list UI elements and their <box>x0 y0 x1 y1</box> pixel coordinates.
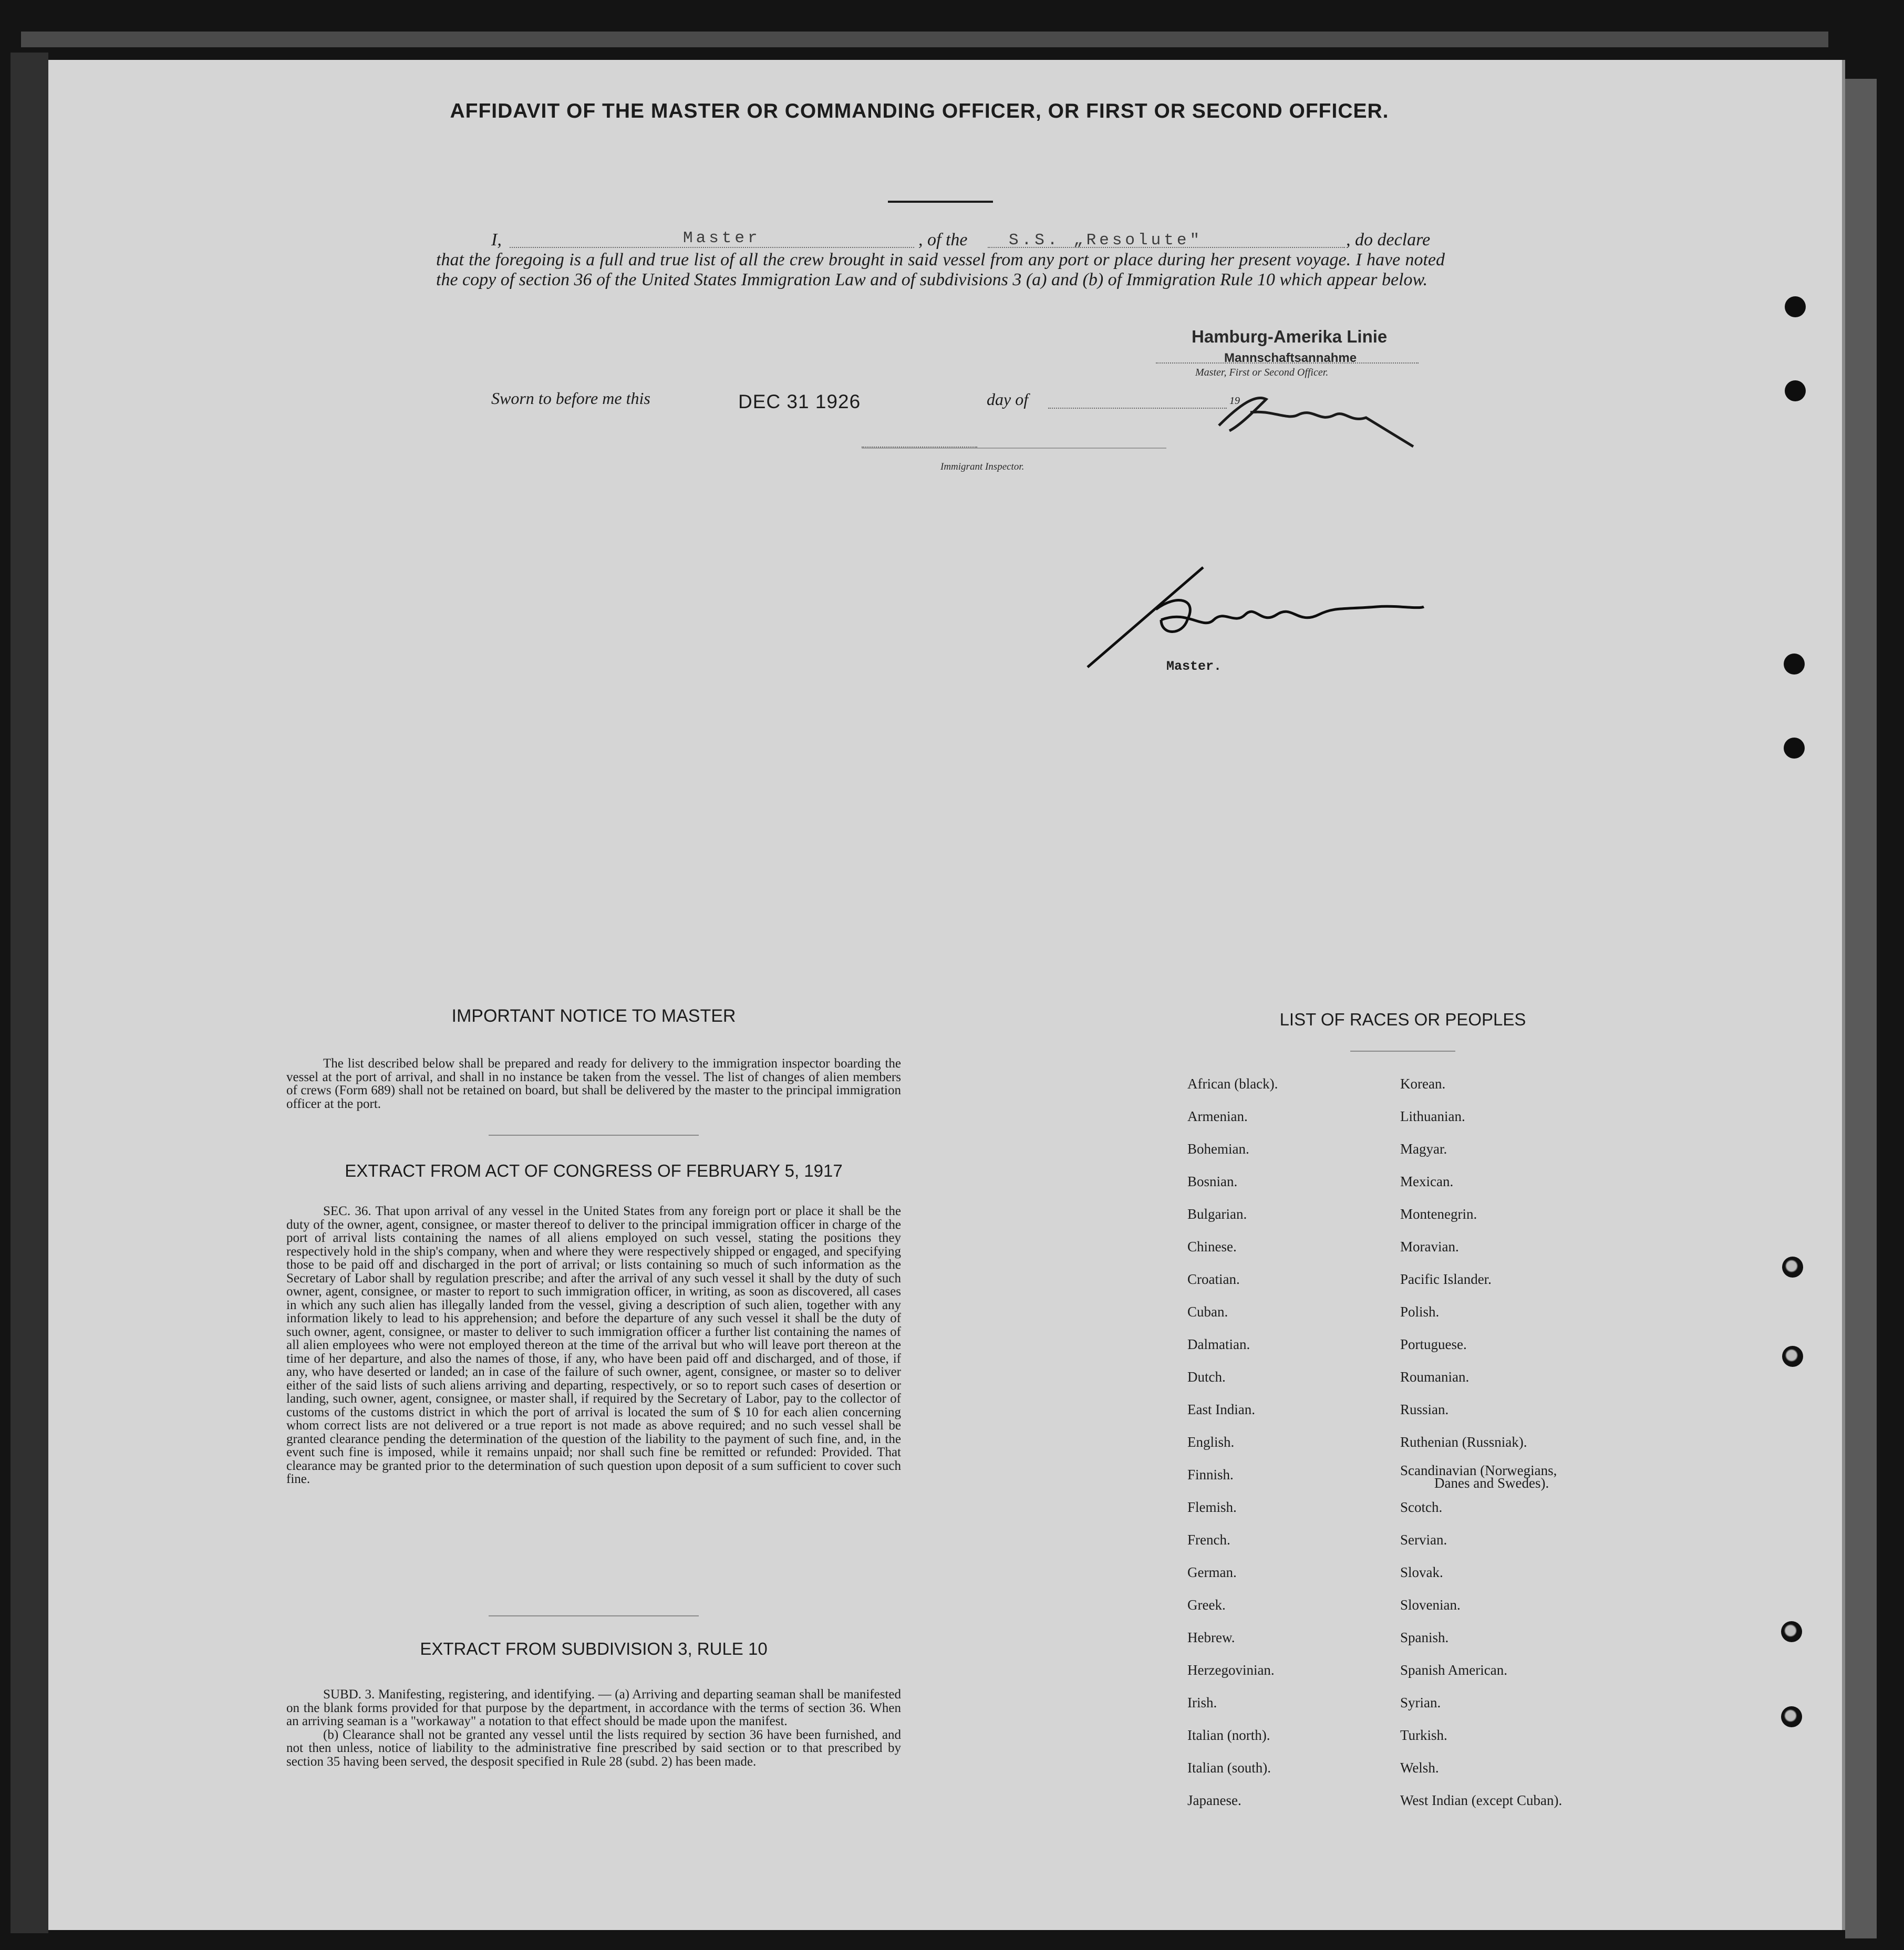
race-item: Polish. <box>1400 1304 1440 1320</box>
company-stamp-line2: Mannschaftsannahme <box>1224 351 1357 365</box>
inspector-caption: Immigrant Inspector. <box>940 461 1025 472</box>
inspector-sign-line <box>862 448 1166 449</box>
race-item: Turkish. <box>1400 1727 1447 1743</box>
officer-signature <box>1208 373 1429 452</box>
race-item: Italian (south). <box>1187 1760 1271 1776</box>
master-signature <box>1082 557 1429 678</box>
race-item: Welsh. <box>1400 1760 1439 1776</box>
race-item: East Indian. <box>1187 1402 1255 1417</box>
race-item: Moravian. <box>1400 1239 1459 1254</box>
race-item: Spanish American. <box>1400 1662 1507 1678</box>
congress-paragraph: SEC. 36. That upon arrival of any vessel in the United States from any foreign port or place it shall be the duty of the owner, agent, consignee, or master thereof to deliver to the principal immigration officer in charge of the port of arrival lists containing the names of all aliens employed on such vessel, stating the positions they respectively hold in the ship's company, when and where they were respectively shipped or engaged, and specifying those to be paid off and discharged in the port of arrival; or lists containing so much of such information as the Secretary of Labor shall by regulation prescribe; and after the arrival of any such vessel it shall by the duty of such owner, agent, consignee, or master to report to such immigration officer, in writing, as soon as discovered, all cases in which any such alien has illegally landed from the vessel, giving a description of such alien, together with any information likely to lead to his apprehension; and before the departure of any such vessel it shall be the duty of such owner, agent, consignee, or master to deliver to such immigration officer a further list containing the names of all alien employees who were not employed thereon at the time of the arrival but who will leave port thereon at the time of her departure, and also the names of those, if any, who have been paid off and discharged, and of those, if any, who have deserted or landed; an in case of the failure of such owner, agent, consignee, or master so to deliver either of the said lists of such aliens arriving and departing, respectively, or so to report such cases of desertion or landing, such owner, agent, consignee, or master shall, if required by the Secretary of Labor, pay to the collector of customs of the customs district in which the port of arrival is located the sum of $ 10 for each alien concerning whom correct lists are not delivered or a true report is not made as above required; and no such vessel shall be granted clearance pending the determination of the question of the liability to the payment of such fine, and, in the event such fine is imposed, while it remains unpaid; nor shall such fine be remitted or refunded: Provided. That clearance may be granted prior to the determination of such question upon deposit of a sum sufficient to cover such fine. <box>286 1204 901 1486</box>
race-item: Slovak. <box>1400 1564 1443 1580</box>
notice-title: IMPORTANT NOTICE TO MASTER <box>451 1006 736 1026</box>
binder-hole <box>1785 380 1806 401</box>
races-right-column <box>1400 1067 1562 1817</box>
race-item: Montenegrin. <box>1400 1206 1477 1222</box>
notice-paragraph: The list described below shall be prepared and ready for delivery to the immigration inspector boarding the vessel at the port of arrival, and shall in no instance be taken from the vessel. The list of changes of alien members of crews (Form 689) shall not be retained on board, but shall be delivered by the master to the principal immigration officer at the port. <box>286 1056 901 1111</box>
officer-dotline <box>1156 362 1419 364</box>
paper-edge-right <box>1845 79 1877 1938</box>
race-item: Scotch. <box>1400 1499 1443 1515</box>
binder-hole <box>1781 1621 1802 1642</box>
race-item: Croatian. <box>1187 1271 1240 1287</box>
affidavit-ship-name: S.S. „Resolute" <box>1009 231 1203 250</box>
title-underline <box>888 201 993 203</box>
race-item: Bulgarian. <box>1187 1206 1247 1222</box>
affidavit-line1-suffix: , do declare <box>1346 230 1431 250</box>
rule10-paragraph-b: (b) Clearance shall not be granted any vessel until the lists required by section 36 have been furnished, and not then unless, notice of liability to the administrative fine prescribed by said section or to that prescribed by section 35 having been served, the desposit specified in Rule 28 (subd. 2) has been made. <box>286 1727 901 1769</box>
race-item: Italian (north). <box>1187 1727 1270 1743</box>
sworn-day-label: day of <box>987 390 1029 409</box>
races-divider <box>1350 1051 1455 1052</box>
officer-caption: Master, First or Second Officer. <box>1195 367 1329 378</box>
race-item: German. <box>1187 1564 1237 1580</box>
affidavit-line1-mid: , of the <box>918 230 968 250</box>
race-item: African (black). <box>1187 1076 1278 1092</box>
race-item-continuation: Danes and Swedes). <box>1434 1475 1549 1491</box>
sworn-date-stamp: DEC 31 1926 <box>738 391 861 412</box>
congress-divider <box>489 1615 699 1616</box>
race-item: Cuban. <box>1187 1304 1228 1320</box>
race-item: Bohemian. <box>1187 1141 1249 1157</box>
race-item: Slovenian. <box>1400 1597 1461 1613</box>
race-item: Portuguese. <box>1400 1336 1467 1352</box>
race-item: Finnish. <box>1187 1467 1234 1482</box>
rule10-text <box>286 1688 901 1768</box>
affidavit-master-name: Master <box>683 229 761 247</box>
master-caption: Master. <box>1166 659 1222 674</box>
race-item: Chinese. <box>1187 1239 1237 1254</box>
affidavit-body: that the foregoing is a full and true list of all the crew brought in said vessel from any port or place during her present voyage. I have noted the copy of section 36 of the United States Immigration Law and of subdivisions 3 (a) and (b) of Immigration Rule 10 which appear below. <box>436 250 1445 289</box>
race-item: Syrian. <box>1400 1695 1441 1710</box>
sworn-year: 19 <box>1229 395 1240 407</box>
race-item: Roumanian. <box>1400 1369 1470 1385</box>
race-item: Armenian. <box>1187 1108 1248 1124</box>
race-item: Irish. <box>1187 1695 1217 1710</box>
paper-edge-top <box>21 32 1828 47</box>
race-item: Russian. <box>1400 1402 1449 1417</box>
race-item: Spanish. <box>1400 1630 1449 1645</box>
binder-hole <box>1784 654 1805 675</box>
race-item: Lithuanian. <box>1400 1108 1465 1124</box>
notice-text <box>286 1057 901 1111</box>
race-item: Hebrew. <box>1187 1630 1235 1645</box>
race-item: Dalmatian. <box>1187 1336 1250 1352</box>
race-item: Servian. <box>1400 1532 1447 1548</box>
race-item: French. <box>1187 1532 1230 1548</box>
race-item: West Indian (except Cuban). <box>1400 1792 1562 1808</box>
race-item: Dutch. <box>1187 1369 1226 1385</box>
binder-hole <box>1784 738 1805 759</box>
race-item: Pacific Islander. <box>1400 1271 1492 1287</box>
rule10-paragraph-a: SUBD. 3. Manifesting, registering, and identifying. — (a) Arriving and departing seaman shall be manifested on the blank forms provided for that purpose by the department, in accordance with the terms of section 36. When an arriving seaman is a "workaway" a notation to that effect should be made upon the manifest. <box>286 1687 901 1728</box>
race-item: Scandinavian (Norwegians, <box>1400 1462 1557 1478</box>
paper-edge-left <box>11 53 48 1933</box>
race-item: Mexican. <box>1400 1174 1454 1189</box>
race-item: Korean. <box>1400 1076 1446 1092</box>
company-stamp-line1: Hamburg-Amerika Linie <box>1192 327 1388 346</box>
race-item: Ruthenian (Russniak). <box>1400 1434 1527 1450</box>
rule10-title: EXTRACT FROM SUBDIVISION 3, RULE 10 <box>420 1639 768 1658</box>
affidavit-line1-prefix: I, <box>491 230 502 250</box>
affidavit-title: AFFIDAVIT OF THE MASTER OR COMMANDING OFFICER, OR FIRST OR SECOND OFFICER. <box>450 100 1389 122</box>
binder-hole <box>1782 1346 1803 1367</box>
notice-divider <box>489 1135 699 1136</box>
sworn-label: Sworn to before me this <box>491 389 650 408</box>
race-item: Japanese. <box>1187 1792 1241 1808</box>
binder-hole <box>1782 1257 1803 1278</box>
congress-text <box>286 1205 901 1486</box>
race-item: English. <box>1187 1434 1235 1450</box>
binder-hole <box>1781 1706 1802 1727</box>
congress-title: EXTRACT FROM ACT OF CONGRESS OF FEBRUARY 5, 1917 <box>345 1161 843 1180</box>
race-item: Bosnian. <box>1187 1174 1238 1189</box>
race-item: Herzegovinian. <box>1187 1662 1275 1678</box>
day-dotline <box>1048 408 1227 409</box>
races-title: LIST OF RACES OR PEOPLES <box>1279 1010 1526 1029</box>
binder-hole <box>1785 296 1806 317</box>
race-item: Flemish. <box>1187 1499 1237 1515</box>
race-item: Magyar. <box>1400 1141 1447 1157</box>
race-item: Greek. <box>1187 1597 1226 1613</box>
races-left-column <box>1187 1067 1278 1817</box>
